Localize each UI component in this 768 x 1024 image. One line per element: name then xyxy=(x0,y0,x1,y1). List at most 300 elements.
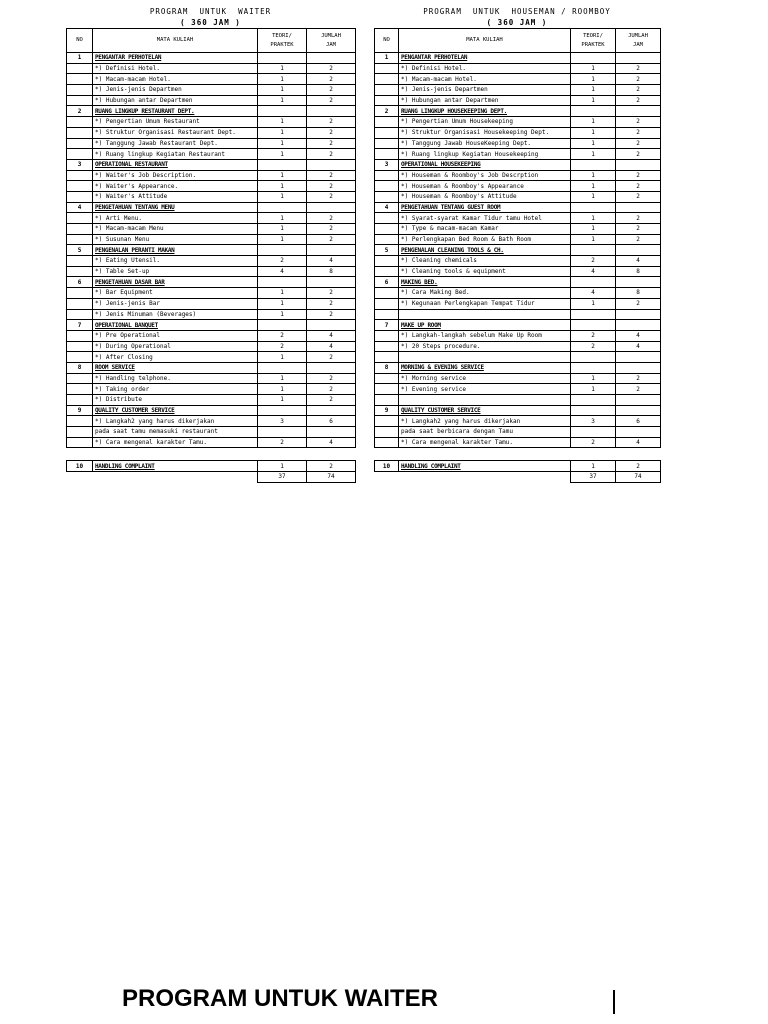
jam-cell xyxy=(307,202,356,213)
no-cell xyxy=(375,309,399,320)
topic-label: *) Struktur Organisasi Housekeeping Dept. xyxy=(399,127,571,138)
section-number: 10 xyxy=(67,461,93,472)
teori-cell xyxy=(571,405,616,416)
jam-cell xyxy=(307,245,356,256)
teori-cell: 2 xyxy=(571,437,616,448)
jam-cell: 2 xyxy=(307,191,356,202)
topic-label: *) Langkah2 yang harus dikerjakan xyxy=(93,416,258,427)
teori-cell xyxy=(571,309,616,320)
jam-cell: 2 xyxy=(616,95,661,106)
topic-row xyxy=(67,427,356,438)
teori-cell: 2 xyxy=(571,256,616,267)
section-number: 9 xyxy=(67,405,93,416)
jam-cell xyxy=(616,395,661,406)
header-subject: MATA KULIAH xyxy=(93,29,258,53)
no-cell xyxy=(375,127,399,138)
section-number: 5 xyxy=(375,245,399,256)
teori-cell: 2 xyxy=(258,330,307,341)
teori-cell xyxy=(258,202,307,213)
section-title: PENGANTAR PERHOTELAN xyxy=(93,53,258,64)
section-title: PENGENALAN PERANTI MAKAN xyxy=(93,245,258,256)
topic-label: *) Waiter's Appearance. xyxy=(93,181,258,192)
spacer-cell xyxy=(399,448,571,461)
topic-row xyxy=(67,352,356,363)
section-title: PENGETAHUAN TENTANG GUEST ROOM xyxy=(399,202,571,213)
no-cell xyxy=(67,213,93,224)
no-cell xyxy=(375,298,399,309)
topic-row xyxy=(67,170,356,181)
section-number: 3 xyxy=(375,159,399,170)
program-subtitle: ( 360 JAM ) xyxy=(180,18,241,27)
no-cell xyxy=(67,309,93,320)
no-cell xyxy=(375,427,399,438)
section-row xyxy=(67,202,356,213)
section-row xyxy=(375,320,661,331)
jam-cell: 2 xyxy=(616,373,661,384)
topic-row xyxy=(375,384,661,395)
topic-row xyxy=(67,309,356,320)
section-title: HANDLING COMPLAINT xyxy=(93,461,258,472)
section-number: 6 xyxy=(67,277,93,288)
teori-cell: 1 xyxy=(258,138,307,149)
header-no: NO xyxy=(375,29,399,53)
no-cell xyxy=(67,352,93,363)
section-title: PENGENALAN CLEANING TOOLS & CH. xyxy=(399,245,571,256)
section-row xyxy=(375,362,661,373)
topic-row xyxy=(375,85,661,96)
topic-label: *) Cleaning chemicals xyxy=(399,256,571,267)
jam-cell: 2 xyxy=(307,138,356,149)
teori-cell xyxy=(258,427,307,438)
topic-row xyxy=(67,373,356,384)
topic-label: *) Cara Making Bed. xyxy=(399,288,571,299)
no-cell xyxy=(375,416,399,427)
table-body xyxy=(67,53,356,483)
no-cell xyxy=(67,117,93,128)
topic-row xyxy=(375,416,661,427)
section-title: MAKE UP ROOM xyxy=(399,320,571,331)
topic-row xyxy=(67,191,356,202)
houseman-program xyxy=(374,6,660,483)
topic-row xyxy=(67,384,356,395)
jam-cell: 2 xyxy=(307,298,356,309)
jam-cell: 2 xyxy=(616,138,661,149)
teori-cell: 1 xyxy=(571,181,616,192)
topic-row xyxy=(375,127,661,138)
jam-cell: 8 xyxy=(307,266,356,277)
text-cursor xyxy=(613,990,615,1014)
no-cell xyxy=(375,213,399,224)
topic-label: *) Pengertian Umum Restaurant xyxy=(93,117,258,128)
teori-cell: 1 xyxy=(571,149,616,160)
topic-label: *) Eating Utensil. xyxy=(93,256,258,267)
no-cell xyxy=(67,127,93,138)
jam-cell: 2 xyxy=(307,234,356,245)
topic-row xyxy=(67,298,356,309)
topic-row xyxy=(375,373,661,384)
no-cell xyxy=(375,74,399,85)
jam-cell xyxy=(616,427,661,438)
teori-cell: 1 xyxy=(571,191,616,202)
header-no: NO xyxy=(67,29,93,53)
header-jumlah-jam: JUMLAH JAM xyxy=(307,29,356,53)
jam-cell: 2 xyxy=(307,373,356,384)
no-cell xyxy=(67,373,93,384)
no-cell xyxy=(375,234,399,245)
topic-row xyxy=(67,127,356,138)
complaint-row xyxy=(67,461,356,472)
spacer-row xyxy=(375,448,661,461)
total-teori: 37 xyxy=(571,472,616,483)
jam-cell xyxy=(616,320,661,331)
header-jumlah-jam: JUMLAH JAM xyxy=(616,29,661,53)
jam-cell: 2 xyxy=(307,309,356,320)
topic-label: *) Jenis-jenis Departmen xyxy=(93,85,258,96)
topic-row xyxy=(67,138,356,149)
teori-cell: 1 xyxy=(571,170,616,181)
jam-cell: 2 xyxy=(307,224,356,235)
spacer-cell xyxy=(571,448,616,461)
subject-cell xyxy=(399,352,571,363)
section-number: 2 xyxy=(67,106,93,117)
no-cell xyxy=(375,170,399,181)
teori-cell: 1 xyxy=(571,373,616,384)
topic-label: *) Houseman & Roomboy's Appearance xyxy=(399,181,571,192)
waiter-program xyxy=(66,6,355,483)
teori-cell xyxy=(258,405,307,416)
no-cell xyxy=(67,85,93,96)
topic-label: *) Macam-macam Hotel. xyxy=(399,74,571,85)
no-cell xyxy=(67,416,93,427)
total-blank xyxy=(375,472,399,483)
jam-cell xyxy=(307,427,356,438)
section-row xyxy=(67,277,356,288)
curriculum-table xyxy=(374,28,661,483)
no-cell xyxy=(67,95,93,106)
teori-cell: 1 xyxy=(571,95,616,106)
teori-cell: 1 xyxy=(571,298,616,309)
no-cell xyxy=(375,395,399,406)
section-title: RUANG LINGKUP RESTAURANT DEPT. xyxy=(93,106,258,117)
teori-cell: 1 xyxy=(571,224,616,235)
no-cell xyxy=(67,224,93,235)
jam-cell: 2 xyxy=(307,461,356,472)
topic-row xyxy=(67,213,356,224)
total-blank xyxy=(67,472,93,483)
spacer-cell xyxy=(616,448,661,461)
jam-cell xyxy=(616,159,661,170)
no-cell xyxy=(375,191,399,202)
topic-label: pada saat tamu memasuki restaurant xyxy=(93,427,258,438)
teori-cell xyxy=(258,362,307,373)
teori-cell: 1 xyxy=(258,127,307,138)
no-cell xyxy=(375,373,399,384)
no-cell xyxy=(375,288,399,299)
teori-cell: 1 xyxy=(571,63,616,74)
teori-cell xyxy=(571,53,616,64)
total-row xyxy=(67,472,356,483)
jam-cell: 2 xyxy=(307,85,356,96)
spacer-cell xyxy=(93,448,258,461)
topic-row xyxy=(67,224,356,235)
teori-cell: 1 xyxy=(258,384,307,395)
jam-cell xyxy=(307,362,356,373)
jam-cell: 2 xyxy=(307,74,356,85)
jam-cell: 4 xyxy=(616,330,661,341)
topic-label: *) Bar Equipment xyxy=(93,288,258,299)
teori-cell: 1 xyxy=(571,138,616,149)
teori-cell: 1 xyxy=(258,74,307,85)
spacer-cell xyxy=(258,448,307,461)
topic-label: *) Ruang lingkup Kegiatan Housekeeping xyxy=(399,149,571,160)
teori-cell: 3 xyxy=(571,416,616,427)
topic-label: *) Perlengkapan Bed Room & Bath Room xyxy=(399,234,571,245)
no-cell xyxy=(67,298,93,309)
teori-cell: 1 xyxy=(258,191,307,202)
jam-cell: 2 xyxy=(616,149,661,160)
jam-cell xyxy=(307,159,356,170)
jam-cell xyxy=(616,277,661,288)
no-cell xyxy=(375,149,399,160)
jam-cell xyxy=(616,352,661,363)
no-cell xyxy=(67,330,93,341)
section-title: OPERATIONAL RESTAURANT xyxy=(93,159,258,170)
topic-row xyxy=(67,416,356,427)
section-row xyxy=(67,405,356,416)
topic-label: *) Evening service xyxy=(399,384,571,395)
no-cell xyxy=(375,117,399,128)
topic-row xyxy=(67,288,356,299)
program-title: PROGRAM UNTUK WAITER xyxy=(149,7,272,16)
blank-row xyxy=(375,309,661,320)
teori-cell xyxy=(571,202,616,213)
section-number: 7 xyxy=(67,320,93,331)
section-row xyxy=(375,245,661,256)
section-title: PENGETAHUAN DASAR BAR xyxy=(93,277,258,288)
topic-row xyxy=(375,298,661,309)
header-teori-praktek: TEORI/ PRAKTEK xyxy=(571,29,616,53)
section-number: 8 xyxy=(67,362,93,373)
spacer-cell xyxy=(375,448,399,461)
teori-cell: 1 xyxy=(258,170,307,181)
jam-cell: 2 xyxy=(616,191,661,202)
section-number: 8 xyxy=(375,362,399,373)
teori-cell: 4 xyxy=(571,288,616,299)
section-number: 1 xyxy=(67,53,93,64)
teori-cell xyxy=(571,277,616,288)
topic-row xyxy=(67,341,356,352)
topic-row xyxy=(375,170,661,181)
section-number: 5 xyxy=(67,245,93,256)
no-cell xyxy=(375,138,399,149)
topic-label: *) Jenis Minuman (Beverages) xyxy=(93,309,258,320)
topic-row xyxy=(67,395,356,406)
topic-row xyxy=(375,213,661,224)
no-cell xyxy=(67,138,93,149)
teori-cell xyxy=(258,245,307,256)
topic-label: *) Morning service xyxy=(399,373,571,384)
topic-label: *) After Closing xyxy=(93,352,258,363)
topic-label: *) Tanggung Jawab HouseKeeping Dept. xyxy=(399,138,571,149)
teori-cell xyxy=(571,159,616,170)
topic-row xyxy=(375,437,661,448)
section-title: OPERATIONAL BANQUET xyxy=(93,320,258,331)
topic-row xyxy=(67,85,356,96)
teori-cell: 1 xyxy=(258,117,307,128)
teori-cell xyxy=(258,106,307,117)
jam-cell: 4 xyxy=(307,341,356,352)
teori-cell xyxy=(571,245,616,256)
spacer-row xyxy=(67,448,356,461)
section-title: QUALITY CUSTOMER SERVICE xyxy=(93,405,258,416)
topic-row xyxy=(375,181,661,192)
jam-cell: 2 xyxy=(616,298,661,309)
jam-cell xyxy=(307,277,356,288)
topic-row xyxy=(375,234,661,245)
teori-cell: 1 xyxy=(571,74,616,85)
teori-cell xyxy=(571,106,616,117)
topic-label: *) Hubungan antar Departmen xyxy=(93,95,258,106)
topic-label: *) Struktur Organisasi Restaurant Dept. xyxy=(93,127,258,138)
topic-label: *) Waiter's Attitude xyxy=(93,191,258,202)
topic-row xyxy=(375,288,661,299)
jam-cell: 2 xyxy=(616,213,661,224)
section-number: 2 xyxy=(375,106,399,117)
section-number: 7 xyxy=(375,320,399,331)
no-cell xyxy=(67,256,93,267)
total-row xyxy=(375,472,661,483)
section-title: PENGETAHUAN TENTANG MENU xyxy=(93,202,258,213)
topic-label: *) Definisi Hotel. xyxy=(399,63,571,74)
topic-row xyxy=(67,95,356,106)
jam-cell xyxy=(616,405,661,416)
topic-row xyxy=(375,191,661,202)
section-number: 6 xyxy=(375,277,399,288)
total-blank xyxy=(93,472,258,483)
topic-label: *) Definisi Hotel. xyxy=(93,63,258,74)
topic-row xyxy=(67,256,356,267)
spacer-cell xyxy=(307,448,356,461)
topic-row xyxy=(67,63,356,74)
section-row xyxy=(375,53,661,64)
table-body xyxy=(375,53,661,483)
teori-cell: 1 xyxy=(258,234,307,245)
topic-row xyxy=(375,63,661,74)
jam-cell: 2 xyxy=(307,149,356,160)
section-row xyxy=(67,320,356,331)
topic-row xyxy=(67,437,356,448)
jam-cell: 2 xyxy=(616,127,661,138)
topic-label: *) Syarat-syarat Kamar Tidur tamu Hotel xyxy=(399,213,571,224)
topic-row xyxy=(375,138,661,149)
jam-cell xyxy=(616,53,661,64)
jam-cell: 8 xyxy=(616,266,661,277)
topic-row xyxy=(375,74,661,85)
no-cell xyxy=(67,181,93,192)
jam-cell xyxy=(307,53,356,64)
jam-cell: 2 xyxy=(616,74,661,85)
jam-cell xyxy=(616,106,661,117)
teori-cell: 1 xyxy=(258,181,307,192)
section-title: ROOM SERVICE xyxy=(93,362,258,373)
section-title: QUALITY CUSTOMER SERVICE xyxy=(399,405,571,416)
section-title: OPERATIONAL HOUSEKEEPING xyxy=(399,159,571,170)
teori-cell: 1 xyxy=(258,352,307,363)
section-number: 4 xyxy=(67,202,93,213)
jam-cell: 2 xyxy=(307,117,356,128)
teori-cell: 1 xyxy=(571,85,616,96)
jam-cell: 6 xyxy=(307,416,356,427)
jam-cell: 8 xyxy=(616,288,661,299)
topic-row xyxy=(375,117,661,128)
topic-label: pada saat berbicara dengan Tamu xyxy=(399,427,571,438)
jam-cell: 2 xyxy=(307,170,356,181)
topic-label: *) Arti Menu. xyxy=(93,213,258,224)
no-cell xyxy=(67,191,93,202)
section-row xyxy=(375,405,661,416)
no-cell xyxy=(67,234,93,245)
jam-cell: 2 xyxy=(307,352,356,363)
jam-cell: 2 xyxy=(616,384,661,395)
section-number: 3 xyxy=(67,159,93,170)
no-cell xyxy=(375,341,399,352)
jam-cell: 2 xyxy=(616,63,661,74)
teori-cell: 2 xyxy=(571,330,616,341)
section-row xyxy=(67,362,356,373)
topic-row xyxy=(67,181,356,192)
no-cell xyxy=(67,341,93,352)
jam-cell xyxy=(616,362,661,373)
blank-row xyxy=(375,352,661,363)
topic-label: *) Langkah-langkah sebelum Make Up Room xyxy=(399,330,571,341)
no-cell xyxy=(67,437,93,448)
teori-cell: 1 xyxy=(258,309,307,320)
jam-cell: 4 xyxy=(616,256,661,267)
topic-label: *) Hubungan antar Departmen xyxy=(399,95,571,106)
jam-cell: 2 xyxy=(616,234,661,245)
no-cell xyxy=(375,95,399,106)
teori-cell: 4 xyxy=(571,266,616,277)
jam-cell: 2 xyxy=(616,181,661,192)
no-cell xyxy=(375,256,399,267)
teori-cell xyxy=(571,320,616,331)
section-title: HANDLING COMPLAINT xyxy=(399,461,571,472)
jam-cell: 4 xyxy=(307,330,356,341)
topic-row xyxy=(375,95,661,106)
topic-label: *) Type & macam-macam Kamar xyxy=(399,224,571,235)
bottom-title: PROGRAM UNTUK WAITER xyxy=(122,985,438,1012)
jam-cell: 2 xyxy=(307,395,356,406)
topic-label: *) Ruang lingkup Kegiatan Restaurant xyxy=(93,149,258,160)
jam-cell xyxy=(307,106,356,117)
topic-row xyxy=(375,149,661,160)
topic-row xyxy=(375,266,661,277)
no-cell xyxy=(67,149,93,160)
no-cell xyxy=(375,63,399,74)
teori-cell xyxy=(258,277,307,288)
topic-label: *) Jenis-jenis Departmen xyxy=(399,85,571,96)
section-row xyxy=(375,106,661,117)
jam-cell: 6 xyxy=(616,416,661,427)
jam-cell: 2 xyxy=(307,95,356,106)
teori-cell: 2 xyxy=(258,437,307,448)
no-cell xyxy=(67,288,93,299)
jam-cell: 2 xyxy=(307,213,356,224)
section-row xyxy=(67,106,356,117)
topic-label: *) Taking order xyxy=(93,384,258,395)
section-title: MAKING BED. xyxy=(399,277,571,288)
topic-label: *) Cleaning tools & equipment xyxy=(399,266,571,277)
